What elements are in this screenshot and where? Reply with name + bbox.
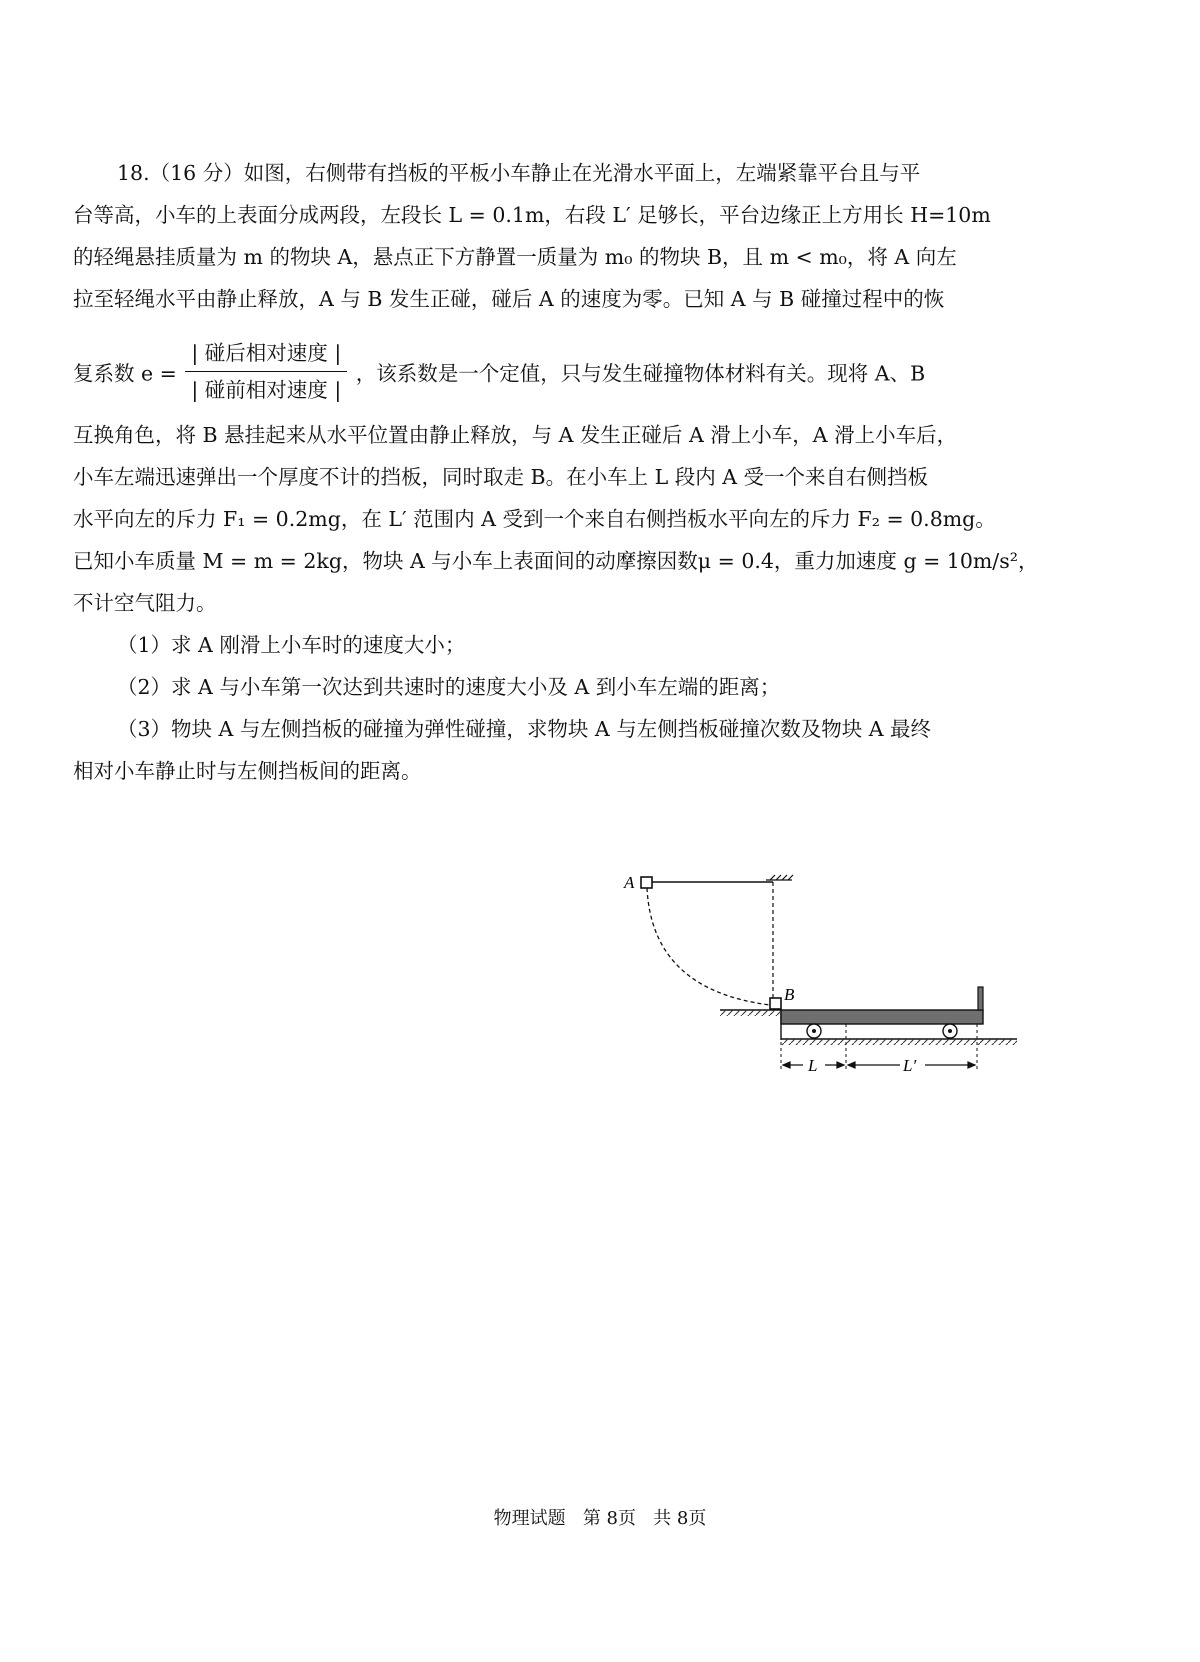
problem-line-5: 互换角色，将 B 悬挂起来从水平位置由静止释放，与 A 发生正碰后 A 滑上小车，A 滑上小车后， [73,423,958,447]
block-B [770,998,781,1009]
fraction-denominator: | 碰前相对速度 | [191,378,342,402]
problem-line-2: 台等高，小车的上表面分成两段，左段长 L = 0.1m，右段 L′ 足够长，平台边缘正上方用长 H=10m [73,203,991,227]
pivot-support [766,875,793,880]
problem-line-9: 不计空气阻力。 [73,591,217,615]
platform-hatch [720,1010,780,1016]
problem-line-4: 拉至轻绳水平由静止释放，A 与 B 发生正碰，碰后 A 的速度为零。已知 A 与 B 碰撞过程中的恢 [73,287,945,311]
block-A [641,877,652,888]
cart-wheel-left [807,1024,821,1038]
question-2: （2）求 A 与小车第一次达到共速时的速度大小及 A 到小车左端的距离； [117,675,781,699]
ground-hatch [781,1039,1017,1045]
question-3-tail: 相对小车静止时与左侧挡板间的距离。 [73,759,422,783]
formula-prefix: 复系数 e = [73,361,177,386]
cart-body [781,1010,983,1024]
problem-line-3: 的轻绳悬挂质量为 m 的物块 A，悬点正下方静置一质量为 m₀ 的物块 B，且 m < m₀，将 A 向左 [73,245,957,269]
problem-line-7: 水平向左的斥力 F₁ = 0.2mg，在 L′ 范围内 A 受到一个来自右侧挡板水平向左的斥力 F₂ = 0.8mg。 [73,507,996,531]
cart-wheel-right [943,1024,957,1038]
problem-line-1: 18.（16 分）如图，右侧带有挡板的平板小车静止在光滑水平面上，左端紧靠平台且与平 [117,161,921,185]
swing-arc [647,888,770,1005]
problem-line-6: 小车左端迅速弹出一个厚度不计的挡板，同时取走 B。在小车上 L 段内 A 受一个来自右侧挡板 [73,465,929,489]
label-A: A [624,873,635,892]
label-Lprime: L′ [903,1056,917,1075]
problem-line-8: 已知小车质量 M = m = 2kg，物块 A 与小车上表面间的动摩擦因数μ = 0.4，重力加速度 g = 10m/s²， [73,549,1039,573]
label-L: L [808,1056,818,1075]
label-B: B [784,985,795,1004]
question-3: （3）物块 A 与左侧挡板的碰撞为弹性碰撞，求物块 A 与左侧挡板碰撞次数及物块 A 最终 [117,717,932,741]
formula-suffix: ，该系数是一个定值，只与发生碰撞物体材料有关。现将 A、B [355,361,926,386]
page-footer: 物理试题 第 8页 共 8页 [493,1508,707,1529]
right-baffle [978,987,983,1010]
fraction-numerator: | 碰后相对速度 | [185,338,347,372]
question-1: （1）求 A 刚滑上小车时的速度大小； [117,633,466,657]
